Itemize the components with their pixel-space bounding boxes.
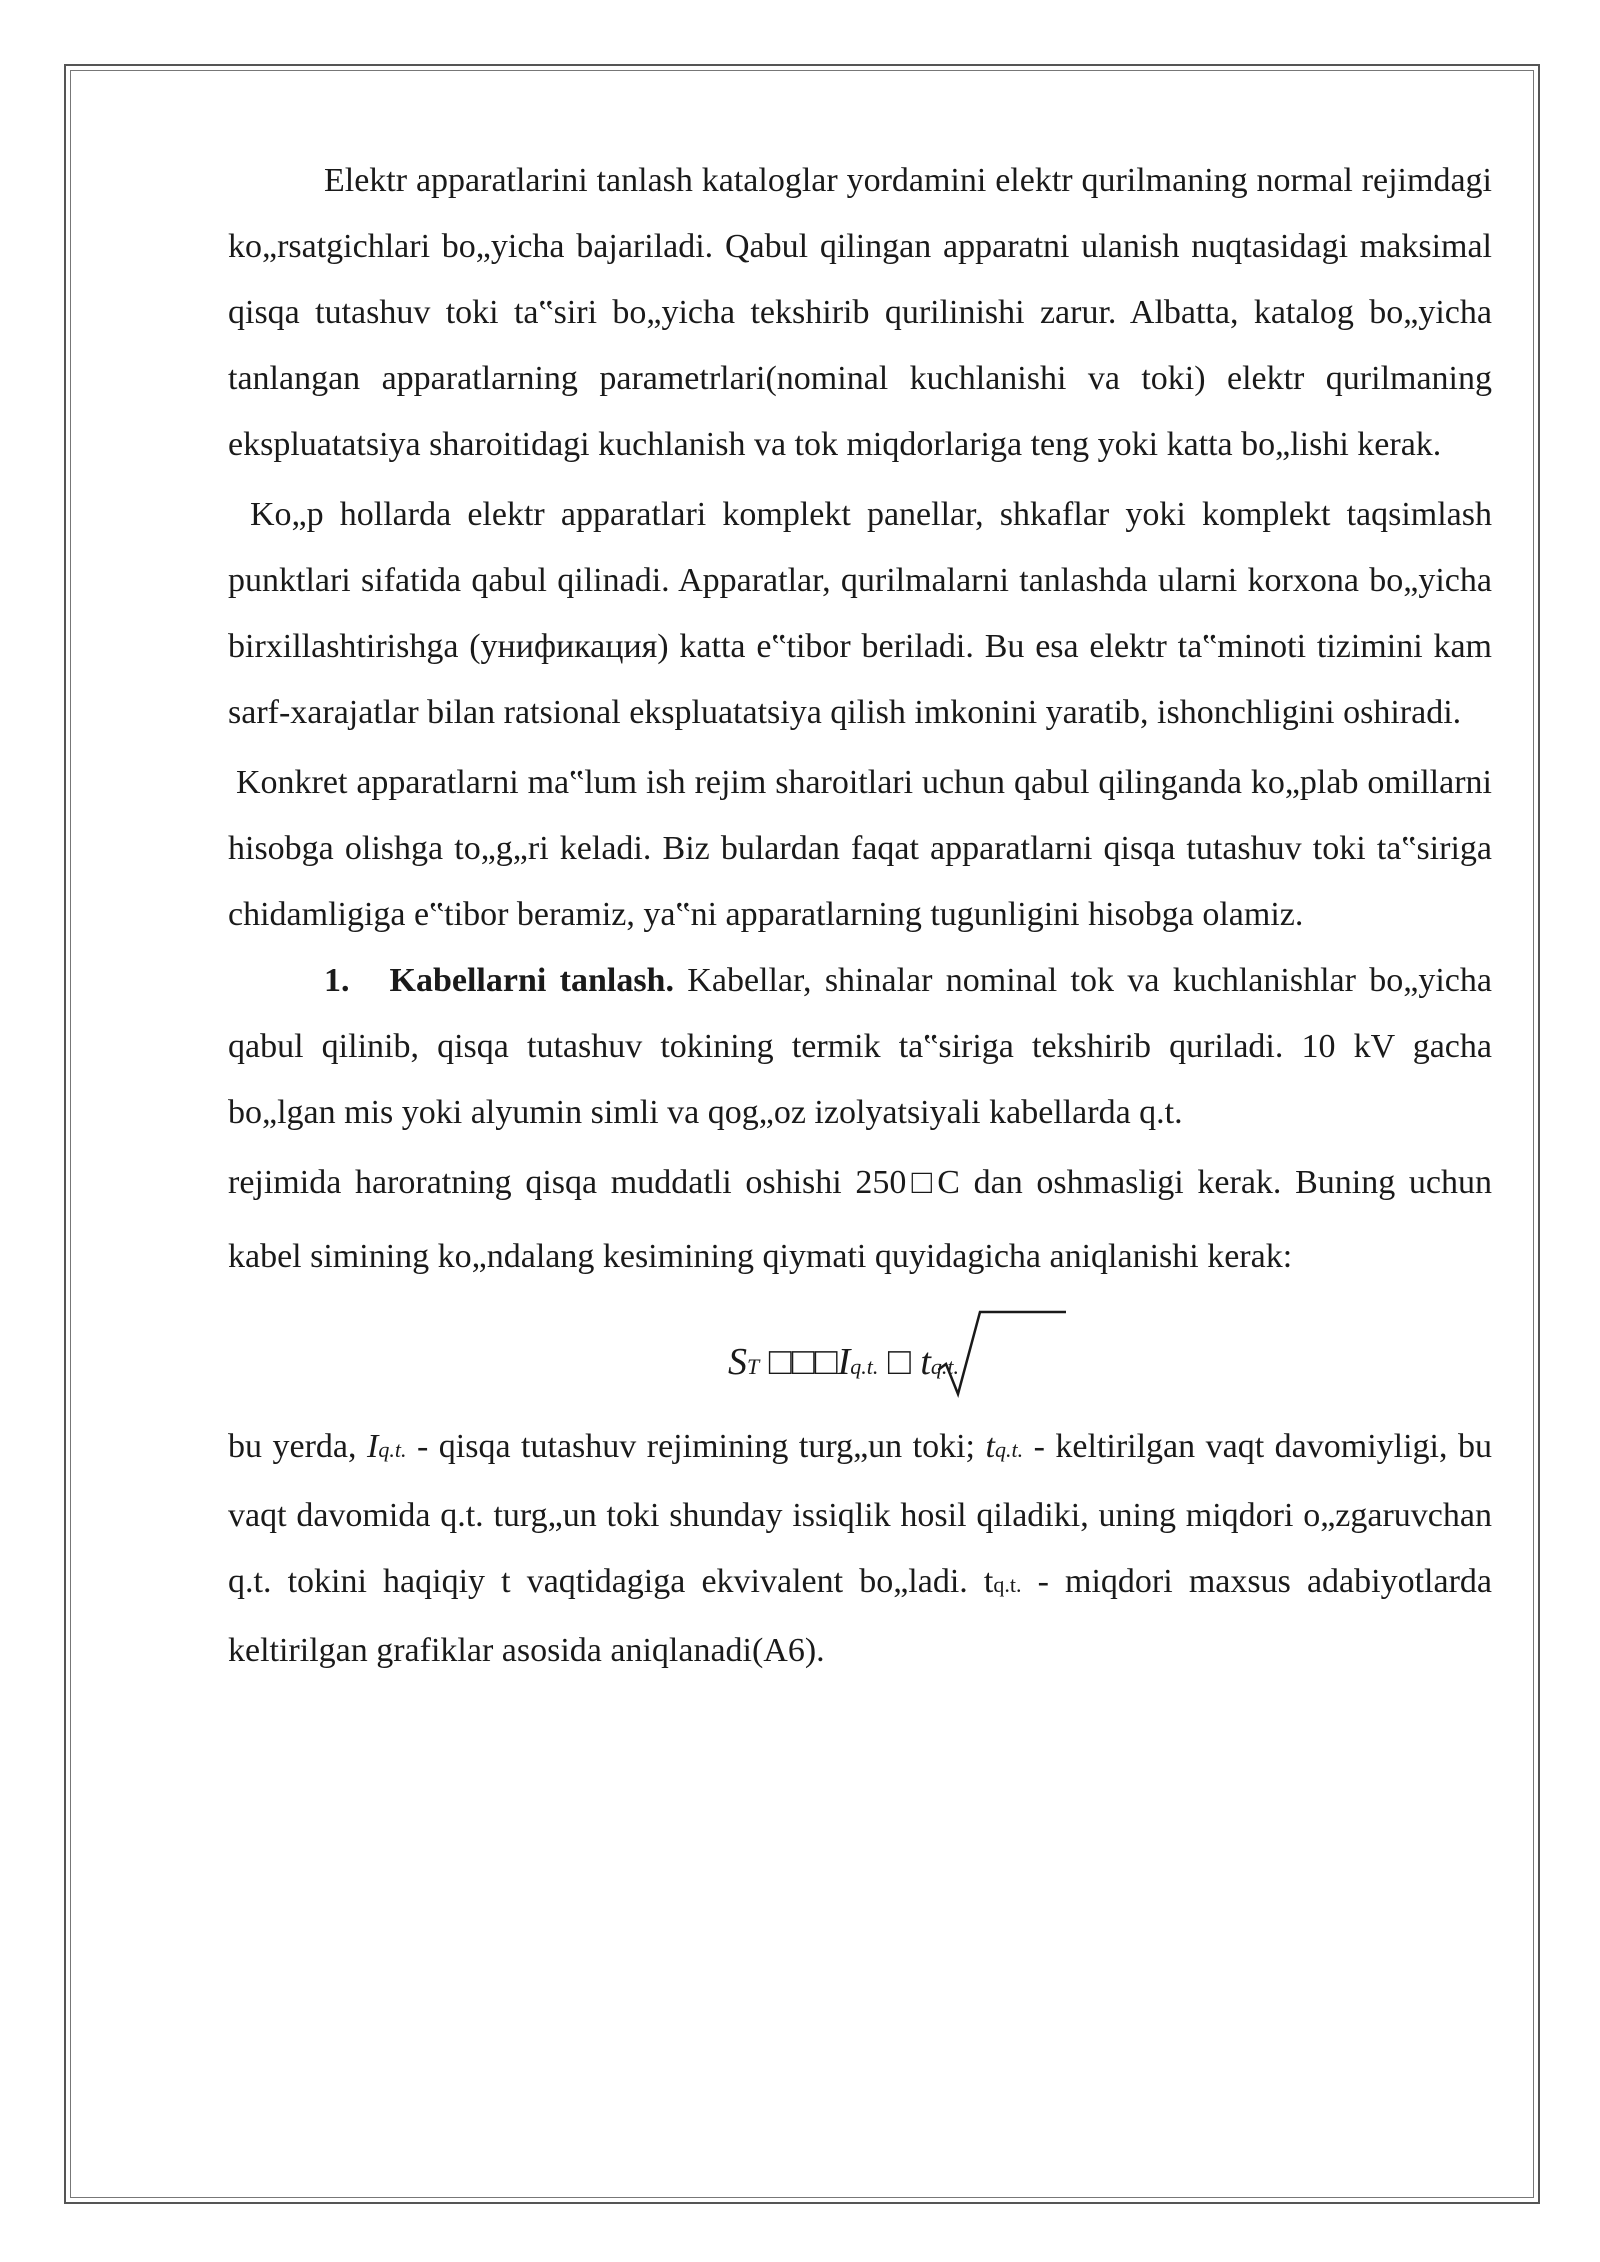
formula-operator-1: □□□ — [759, 1341, 838, 1383]
formula — [728, 1332, 959, 1397]
formula-t: t — [920, 1341, 931, 1383]
paragraph-5-tail: - miqdori maxsus adabiyotlarda keltirilgan grafiklar asosida aniqlanadi(A6). — [228, 1563, 1492, 1669]
formula-i: I — [837, 1341, 851, 1383]
paragraph-4-text-a: Kabellar, shinalar nominal tok va kuchlanishlar bo„yicha qabul qilinib, qisqa tutashuv tokining termik ta‟siriga tekshirib quriladi. 10 kV gacha bo„lgan mis yoki alyumin simli va qog„oz izolyatsiyali kabellarda q.t. — [228, 962, 1492, 1131]
var-t-sub: q.t. — [994, 1437, 1024, 1462]
var-t: t — [985, 1428, 995, 1465]
section-number: 1. — [324, 962, 350, 999]
formula-block — [228, 1298, 1492, 1408]
formula-s: S — [728, 1341, 747, 1383]
paragraph-5-lead: bu yerda, — [228, 1428, 368, 1465]
paragraph-2: Ko„p hollarda elektr apparatlari komplekt panellar, shkaflar yoki komplekt taqsimlash punktlari sifatida qabul qilinadi. Apparatlar, qurilmalarni tanlashda ularni korxona bo„yicha birxillashtirishga (унификация) katta e‟tibor beriladi. Bu esa elektr ta‟minoti tizimini kam sarf-xarajatlar bilan ratsional ekspluatatsiya qilish imkonini yaratib, ishonchligini oshiradi. — [228, 496, 1492, 731]
var-t2-sub: q.t. — [993, 1572, 1022, 1597]
var-i-sub: q.t. — [378, 1437, 407, 1462]
paragraph-5-mid: - qisqa tutashuv rejimining turg„un toki; — [406, 1428, 986, 1465]
paragraph-1: Elektr apparatlarini tanlash kataloglar yordamini elektr qurilmaning normal rejimdagi ko„rsatgichlari bo„yicha bajariladi. Qabul qilingan apparatni ulanish nuqtasidagi maksimal qisqa tutashuv toki ta‟siri bo„yicha tekshirib qurilinishi zarur. Albatta, katalog bo„yicha tanlangan apparatlarning parametrlari(nominal kuchlanishi va toki) elektr qurilmaning ekspluatatsiya sharoitidagi kuchlanish va tok miqdorlariga teng yoki katta bo„lishi kerak. — [228, 162, 1492, 463]
formula-operator-2: □ — [878, 1341, 921, 1383]
paragraph-4-continued: rejimida haroratning qisqa muddatli oshishi 250□C dan oshmasligi kerak. Buning uchun kabel simining ko„ndalang kesimining qiymati quyidagicha aniqlanishi kerak: — [228, 1164, 1492, 1275]
formula-s-sub: T — [747, 1354, 760, 1379]
var-i: I — [367, 1428, 379, 1465]
paragraph-5 — [228, 1414, 1492, 1684]
paragraph-3: Konkret apparatlarni ma‟lum ish rejim sharoitlari uchun qabul qilinganda ko„plab omillarni hisobga olishga to„g„ri keladi. Biz bulardan faqat apparatlarni qisqa tutashuv toki ta‟siriga chidamligiga e‟tibor beramiz, ya‟ni apparatlarning tugunligini hisobga olamiz. — [228, 764, 1492, 933]
paragraph-5-rest: - keltirilgan vaqt davomiyligi, bu vaqt davomida q.t. turg„un toki shunday issiqlik hosil qiladiki, uning miqdori o„zgaruvchan q.t. tokini haqiqiy t vaqtidagiga ekvivalent bo„ladi. t — [228, 1428, 1492, 1600]
formula-t-sub: q.t. — [930, 1354, 960, 1379]
formula-i-sub: q.t. — [850, 1354, 879, 1379]
section-heading: Kabellarni tanlash. — [389, 962, 674, 999]
document-body — [228, 148, 1492, 1684]
paragraph-4 — [228, 948, 1492, 1146]
